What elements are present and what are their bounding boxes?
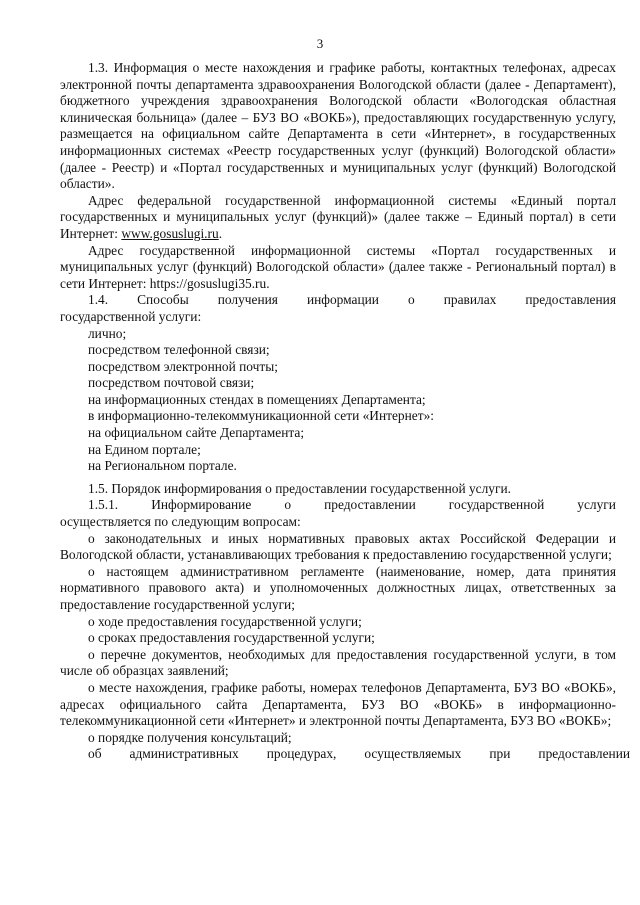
topic-item: о перечне документов, необходимых для предоставления государственной услуги, в том числе об образцах заявлений;	[60, 646, 616, 679]
word: предоставлении	[324, 497, 416, 513]
topic-item: о месте нахождения, графике работы, номерах телефонов Департамента, БУЗ ВО «ВОКБ», адресах официального сайта Департамента, БУЗ ВО «ВОКБ» в информационно-телекоммуникационной сети «Интернет» и электронной почты Департамента, БУЗ ВО «ВОКБ»;	[60, 679, 616, 729]
page-number: 3	[316, 36, 324, 51]
word: получения	[217, 292, 278, 308]
paragraph-1-3: 1.3. Информация о месте нахождения и графике работы, контактных телефонах, адресах электронной почты департамента здравоохранения Вологодской области (далее - Департамент), бюджетного учреждения здравоохранения Вологодской области «Вологодская областная клиническая больница» (далее – БУЗ ВО «ВОКБ»), предоставляющих государственную услугу, размещается на официальном сайте Департамента в сети «Интернет», в государственных информационных системах «Реестр государственных услуг (функций) Вологодской области» (далее - Реестр) и «Портал государственных и муниципальных услуг (функций) Вологодской области».	[60, 60, 616, 192]
word: при	[489, 746, 511, 762]
epgu-text: Адрес федеральной государственной информационной системы «Единый портал государственных и муниципальных услуг (функций)» (далее также – Единый портал) в сети Интернет:	[60, 192, 616, 241]
list-item: на Региональном портале.	[88, 458, 237, 474]
list-item: на Едином портале;	[88, 441, 201, 457]
topic-item: о настоящем административном регламенте (наименование, номер, дата принятия нормативного правового акта) и уполномоченных должностных лицах, ответственных за предоставление государственной услуги;	[60, 563, 616, 612]
list-item: в информационно-телекоммуникационной сети «Интернет»:	[88, 408, 434, 424]
topic-item: о законодательных и иных нормативных правовых актах Российской Федерации и Вологодской области, устанавливающих требования к предоставлению государственной услуги;	[60, 530, 616, 563]
list-item: лично;	[88, 325, 127, 341]
document-body	[60, 60, 631, 763]
word: 1.4.	[88, 292, 109, 308]
paragraph-1-4-continuation: государственной услуги:	[60, 308, 202, 324]
topic-item-last-line	[60, 746, 631, 763]
paragraph-epgu-address	[60, 193, 616, 243]
topic-item: о сроках предоставления государственной услуги;	[88, 630, 375, 646]
word: предоставления	[525, 292, 616, 308]
paragraph-1-5: 1.5. Порядок информирования о предоставлении государственной услуги.	[88, 480, 512, 496]
list-item: на информационных стендах в помещениях Департамента;	[88, 391, 426, 407]
list-item: посредством почтовой связи;	[88, 375, 255, 391]
word: процедурах,	[266, 746, 337, 762]
word: предоставлении	[538, 746, 631, 762]
word: о	[408, 292, 415, 308]
word: административных	[129, 746, 239, 762]
word: информации	[306, 292, 379, 308]
word: правилах	[443, 292, 497, 308]
word: Способы	[137, 292, 189, 308]
word: государственной	[448, 497, 545, 513]
list-item: посредством электронной почты;	[88, 358, 278, 374]
word: осуществляемых	[364, 746, 462, 762]
word: об	[88, 746, 102, 762]
word: услуги	[577, 497, 616, 513]
paragraph-1-5-1-continuation: осуществляется по следующим вопросам:	[60, 514, 301, 530]
topic-item: о порядке получения консультаций;	[88, 729, 292, 745]
paragraph-rpgu-address: Адрес государственной информационной системы «Портал государственных и муниципальных услуг (функций) Вологодской области» (далее также - Региональный портал) в сети Интернет: https://gosuslugi35.ru.	[60, 242, 616, 291]
paragraph-1-5-1-first-line	[60, 497, 616, 514]
list-item: посредством телефонной связи;	[88, 342, 270, 358]
list-item: на официальном сайте Департамента;	[88, 425, 305, 441]
topic-item: о ходе предоставления государственной услуги;	[88, 613, 362, 629]
epgu-end: .	[218, 225, 223, 241]
word: 1.5.1.	[88, 497, 119, 513]
epgu-link[interactable]: www.gosuslugi.ru	[121, 225, 219, 241]
paragraph-1-4-first-line	[60, 292, 616, 309]
word: Информирование	[151, 497, 252, 513]
word: о	[284, 497, 292, 513]
